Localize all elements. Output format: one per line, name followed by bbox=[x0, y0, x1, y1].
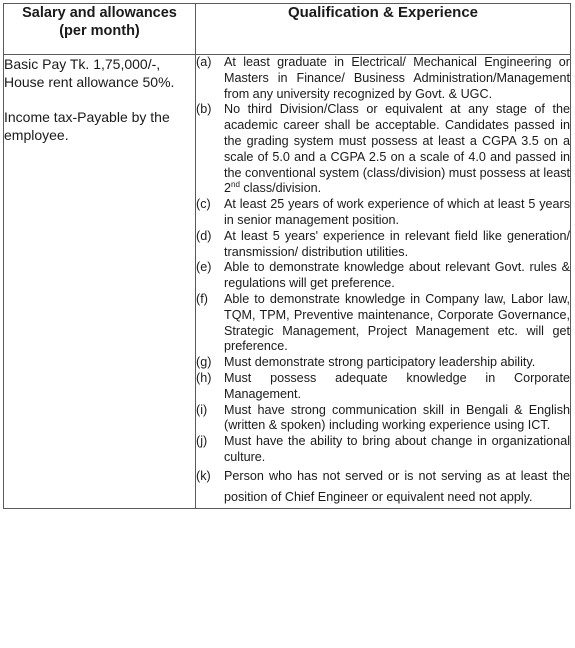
item-text: Must possess adequate knowledge in Corporate Management. bbox=[224, 370, 570, 401]
qualification-header: Qualification & Experience bbox=[196, 4, 571, 55]
list-item bbox=[196, 197, 570, 229]
item-label: (f) bbox=[196, 291, 208, 306]
ordinal-suffix: nd bbox=[231, 180, 240, 190]
salary-header bbox=[4, 4, 196, 55]
item-label: (a) bbox=[196, 55, 212, 69]
requirements-table bbox=[3, 3, 571, 509]
list-item bbox=[196, 102, 570, 197]
item-label: (d) bbox=[196, 228, 212, 243]
list-item bbox=[196, 55, 570, 102]
item-text: At least 25 years of work experience of which at least 5 years in senior management position. bbox=[224, 197, 570, 227]
list-item bbox=[196, 466, 570, 508]
item-label: (h) bbox=[196, 370, 212, 385]
item-label: (g) bbox=[196, 355, 212, 370]
salary-header-line2: (per month) bbox=[59, 23, 140, 39]
item-label: (j) bbox=[196, 434, 208, 449]
qualification-cell bbox=[196, 55, 571, 509]
item-text: Must have strong communication skill in Bengali & English (written & spoken) including working experience using ICT. bbox=[224, 402, 570, 433]
item-text: Must demonstrate strong participatory leadership ability. bbox=[224, 355, 536, 370]
item-text bbox=[224, 102, 570, 197]
item-text-main: No third Division/Class or equivalent at any stage of the academic career shall be acceptable. Candidates passed in the grading system must possess at least a CGPA 3.5 on a scale of 5.0 and a CGPA 2.5 on a scale of 4.0 and passed in the conventional system (class/division) must possess at least 2 bbox=[224, 102, 570, 196]
item-label: (e) bbox=[196, 260, 212, 275]
item-text: At least 5 years' experience in relevant field like generation/ transmission/ distribution utilities. bbox=[224, 228, 570, 259]
salary-cell bbox=[4, 55, 196, 509]
list-item bbox=[196, 371, 570, 403]
list-item bbox=[196, 260, 570, 292]
item-text: At least graduate in Electrical/ Mechanical Engineering or Masters in Finance/ Business Administration/Management from any university recognized by Govt. & UGC. bbox=[224, 55, 570, 101]
item-label: (i) bbox=[196, 402, 208, 417]
list-item bbox=[196, 403, 570, 435]
salary-header-line1: Salary and allowances bbox=[22, 5, 177, 21]
content-row bbox=[4, 55, 571, 509]
item-label: (k) bbox=[196, 468, 211, 483]
item-label: (b) bbox=[196, 102, 212, 117]
item-text: Must have the ability to bring about change in organizational culture. bbox=[224, 434, 570, 464]
item-text-end: class/division. bbox=[239, 181, 322, 196]
list-item bbox=[196, 434, 570, 466]
list-item bbox=[196, 355, 570, 371]
basic-pay: Basic Pay Tk. 1,75,000/-, bbox=[4, 56, 161, 72]
list-item bbox=[196, 229, 570, 261]
income-tax-line2: employee. bbox=[4, 127, 69, 143]
income-tax-line1: Income tax-Payable by the bbox=[4, 109, 170, 125]
header-row bbox=[4, 4, 571, 55]
list-item bbox=[196, 292, 570, 355]
item-label: (c) bbox=[196, 197, 211, 212]
item-text: Person who has not served or is not serving as at least the position of Chief Engineer or equivalent need not apply. bbox=[224, 468, 570, 504]
house-rent: House rent allowance 50%. bbox=[4, 74, 175, 90]
item-text: Able to demonstrate knowledge in Company law, Labor law, TQM, TPM, Preventive maintenance, Corporate Governance, Strategic Management, Project Management etc. will get preference. bbox=[224, 291, 570, 354]
item-text: Able to demonstrate knowledge about relevant Govt. rules & regulations will get preference. bbox=[224, 260, 570, 291]
